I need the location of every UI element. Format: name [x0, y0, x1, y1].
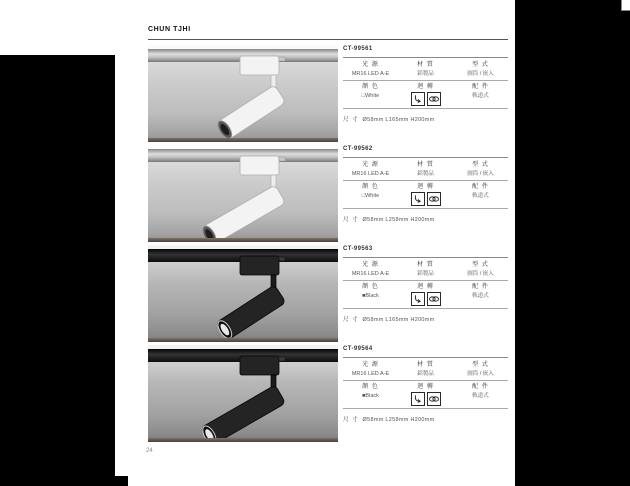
spec-value-material: 鋁製品 [417, 71, 434, 77]
size-value: Ø58mm L165mm H200mm [362, 317, 435, 323]
rotation-icon [411, 292, 425, 306]
rotation-icon [411, 392, 425, 406]
spec-value-type: 圓筒 / 嵌入 [467, 271, 494, 277]
spec-value-color: □White [361, 93, 380, 99]
model-number: CT-99562 [343, 146, 508, 158]
crop-mark [115, 476, 128, 486]
model-number: CT-99563 [343, 246, 508, 258]
product-block [148, 45, 508, 143]
product-block [148, 345, 508, 443]
spec-label-type: 型 式 [472, 162, 489, 168]
product-photo [148, 345, 338, 442]
spec-label-rotation: 迴 轉 [417, 84, 434, 90]
track-light-fixture [148, 245, 338, 342]
product-block [148, 245, 508, 343]
product-photo [148, 45, 338, 142]
spec-label-accessory: 配 件 [472, 384, 489, 390]
spec-value-source: MR16 LED A-E [351, 371, 390, 377]
spec-value-accessory: 軌道式 [472, 93, 489, 99]
floor-strip [148, 138, 338, 142]
spec-value-color: ■Black [362, 393, 379, 399]
spec-label-rotation: 迴 轉 [417, 184, 434, 190]
track-light-fixture [148, 145, 338, 242]
product-photo [148, 145, 338, 242]
spec-panel [343, 46, 508, 123]
dimensions [343, 115, 508, 123]
spec-value-material: 鋁製品 [417, 271, 434, 277]
size-value: Ø58mm L258mm H200mm [362, 417, 435, 423]
size-value: Ø58mm L258mm H200mm [362, 217, 435, 223]
track-light-fixture [148, 45, 338, 142]
spec-label-source: 光 源 [362, 262, 379, 268]
spec-label-material: 材 質 [417, 262, 434, 268]
track-light-fixture [148, 345, 338, 442]
spec-label-type: 型 式 [472, 262, 489, 268]
spec-label-rotation: 迴 轉 [417, 284, 434, 290]
spec-value-source: MR16 LED A-E [351, 171, 390, 177]
product-photo [148, 245, 338, 342]
size-label: 尺 寸 [343, 217, 359, 223]
track-adapter-icon [427, 192, 441, 206]
spec-label-rotation: 迴 轉 [417, 384, 434, 390]
rotation-icon [411, 92, 425, 106]
page-number: 24 [146, 448, 153, 454]
rotation-icon [411, 192, 425, 206]
spec-value-accessory: 軌道式 [472, 393, 489, 399]
track-adapter-icon [427, 292, 441, 306]
dimensions [343, 415, 508, 423]
spec-label-accessory: 配 件 [472, 184, 489, 190]
spec-label-material: 材 質 [417, 62, 434, 68]
spec-label-source: 光 源 [362, 362, 379, 368]
floor-strip [148, 338, 338, 342]
spec-panel [343, 346, 508, 423]
page-corner-notch [621, 0, 630, 11]
track-adapter-icon [427, 392, 441, 406]
spec-panel [343, 246, 508, 323]
header-rule [148, 39, 508, 40]
spec-label-type: 型 式 [472, 362, 489, 368]
spec-value-accessory: 軌道式 [472, 293, 489, 299]
size-label: 尺 寸 [343, 317, 359, 323]
brand-logo: CHUN TJHI [148, 26, 191, 33]
spec-label-accessory: 配 件 [472, 284, 489, 290]
track-adapter-icon [427, 92, 441, 106]
spec-label-material: 材 質 [417, 362, 434, 368]
spec-label-source: 光 源 [362, 62, 379, 68]
model-number: CT-99561 [343, 46, 508, 58]
spec-label-color: 顏 色 [362, 184, 379, 190]
spec-value-material: 鋁製品 [417, 371, 434, 377]
dimensions [343, 315, 508, 323]
spec-label-type: 型 式 [472, 62, 489, 68]
spec-value-source: MR16 LED A-E [351, 271, 390, 277]
product-block [148, 145, 508, 243]
floor-strip [148, 438, 338, 442]
spec-label-source: 光 源 [362, 162, 379, 168]
spec-label-accessory: 配 件 [472, 84, 489, 90]
size-label: 尺 寸 [343, 117, 359, 123]
spec-value-type: 圓筒 / 嵌入 [467, 371, 494, 377]
spec-value-type: 圓筒 / 嵌入 [467, 171, 494, 177]
spec-label-color: 顏 色 [362, 284, 379, 290]
top-left-margin [0, 0, 116, 55]
dimensions [343, 215, 508, 223]
spec-value-color: □White [361, 193, 380, 199]
spec-label-material: 材 質 [417, 162, 434, 168]
spec-value-source: MR16 LED A-E [351, 71, 390, 77]
catalog-page [115, 0, 515, 486]
floor-strip [148, 238, 338, 242]
spec-label-color: 顏 色 [362, 384, 379, 390]
spec-panel [343, 146, 508, 223]
spec-value-type: 圓筒 / 嵌入 [467, 71, 494, 77]
size-label: 尺 寸 [343, 417, 359, 423]
spec-value-accessory: 軌道式 [472, 193, 489, 199]
size-value: Ø58mm L165mm H200mm [362, 117, 435, 123]
spec-value-material: 鋁製品 [417, 171, 434, 177]
spec-label-color: 顏 色 [362, 84, 379, 90]
model-number: CT-99564 [343, 346, 508, 358]
spec-value-color: ■Black [362, 293, 379, 299]
